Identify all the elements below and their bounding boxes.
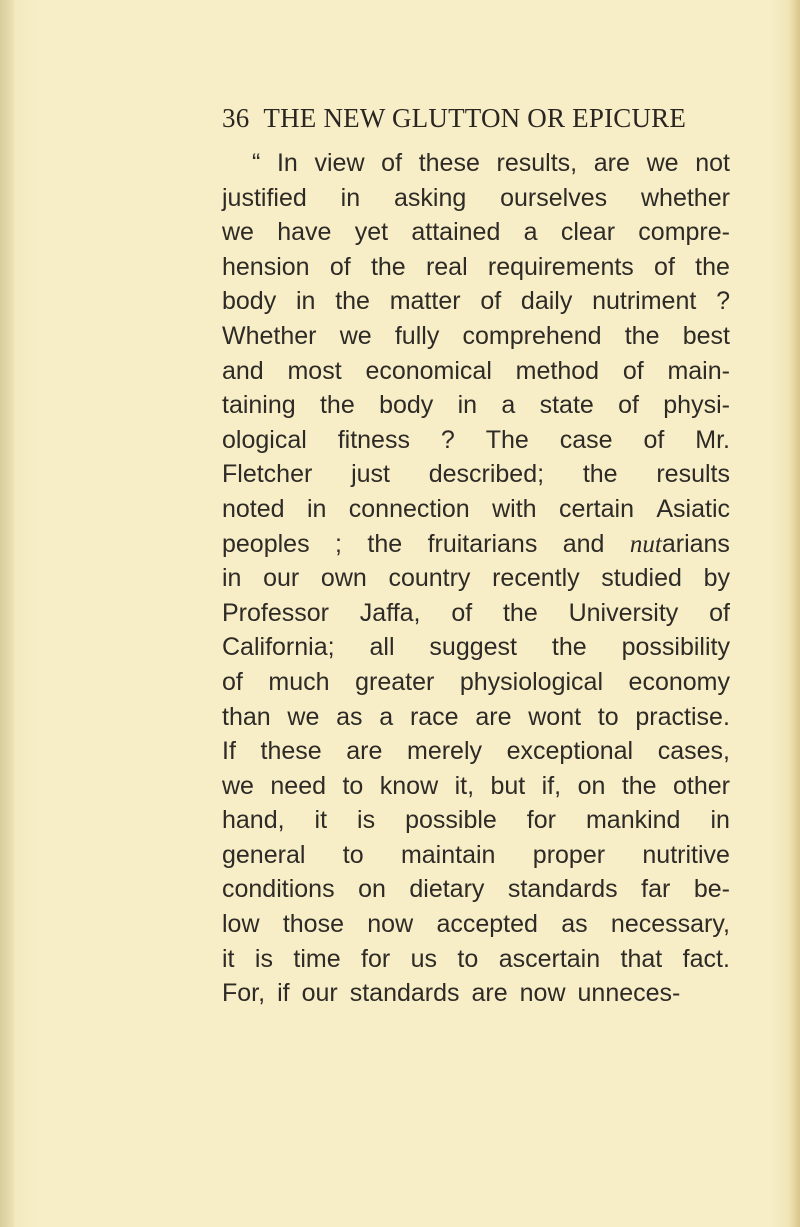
word: be- [693,875,730,904]
word: nutriment [592,287,697,316]
word: in [710,806,730,835]
word: if, [541,771,562,800]
word: with [492,494,537,523]
word: we [339,321,372,350]
word: most [287,356,342,385]
word: of [709,598,730,627]
running-title: THE NEW GLUTTON OR EPICURE [263,103,687,133]
word: requirements [487,252,634,281]
word: own [320,564,367,593]
word: nutritive [642,840,730,869]
word: on [358,875,386,904]
text-line [222,284,730,319]
word: us [410,944,438,973]
word: as [561,910,588,939]
running-head [222,103,742,134]
word: is [357,806,376,835]
text-line [222,838,730,873]
word: “ [252,149,261,177]
word: possibility [621,633,730,662]
word: but [490,771,526,800]
word: the [624,321,660,350]
word: is [254,944,273,973]
text-line [222,181,730,216]
word: the [621,771,657,800]
word: cases, [657,737,730,766]
word: the [367,529,403,558]
word: now [519,979,566,1008]
word: mankind [585,806,681,835]
word: a [523,218,538,247]
text-line [222,215,730,250]
word: taining [222,391,296,420]
word: California; [222,633,335,662]
text-line [222,942,730,977]
word: the [319,391,355,420]
word: fully [394,321,440,350]
word: body [379,391,434,420]
word: results, [496,149,578,177]
word: comprehend [462,321,602,350]
word: Jaffa, [359,598,421,627]
word: have [277,218,332,247]
word: are [346,737,383,766]
text-line [222,700,730,735]
word: real [425,252,468,281]
word: In [276,149,298,177]
word: ? [440,425,455,454]
word: clear [560,218,616,247]
word: maintain [400,840,496,869]
word: the [370,252,406,281]
word: If [222,737,236,766]
word: dietary [409,875,485,904]
word: certain [558,494,634,523]
word: we [287,702,320,731]
word: the [582,460,618,489]
word: wont [528,702,582,731]
word: time [293,944,341,973]
word: fact. [682,944,730,973]
word: by [703,564,730,593]
word: we [222,771,254,800]
word: whether [641,183,730,212]
word: now [367,910,414,939]
word: for [526,806,556,835]
word: if [277,979,290,1008]
text-line [222,492,730,527]
word: greater [355,667,435,696]
word: peoples [222,529,310,558]
word: of [480,287,502,316]
word: just [351,460,390,489]
word: matter [389,287,461,316]
text-line [222,630,730,665]
text-line [222,354,730,389]
word: all [369,633,395,662]
word: fruitarians [427,529,538,558]
word: studied [601,564,682,593]
word: in [295,287,316,316]
word: in [306,494,327,523]
word: for [361,944,391,973]
text-line [222,146,730,181]
text-line [222,769,730,804]
word: it, [454,771,475,800]
text-line [222,527,730,562]
text-line [222,907,730,942]
word: The [485,425,529,454]
word: to [342,771,364,800]
word: as [336,702,363,731]
word: the [695,252,730,281]
text-line [222,423,730,458]
word: our [301,979,338,1008]
word: the [551,633,587,662]
word: Whether [222,321,317,350]
word: practise. [635,702,730,731]
word: of [654,252,675,281]
word: necessary, [610,910,730,939]
word: economy [628,667,730,696]
word: of [643,425,665,454]
word: daily [520,287,573,316]
page-edge-shadow [790,0,800,1227]
text-line [222,665,730,700]
word: are [593,149,630,177]
word: are [475,702,512,731]
word: physi- [663,391,730,420]
word: best [682,321,730,350]
word: Fletcher [222,460,313,489]
word: we [222,218,254,247]
word: of [329,252,351,281]
word: a [379,702,394,731]
word: standards [507,875,618,904]
word: it [222,944,235,973]
word: noted [222,494,285,523]
word: ; [335,529,342,558]
word: hand, [222,806,285,835]
text-line [222,250,730,285]
word: ascertain [498,944,601,973]
word: main- [667,356,730,385]
word: country [388,564,471,593]
word: accepted [436,910,538,939]
italic-fragment: nut [629,530,662,558]
word: body [222,287,277,316]
word: general [222,840,306,869]
word: conditions [222,875,335,904]
word: standards [349,979,460,1008]
word: to [457,944,479,973]
text-line [222,388,730,423]
word: of [451,598,473,627]
word: nutarians [629,529,730,558]
word: of [381,149,403,177]
word: economical [365,356,492,385]
word: race [409,702,459,731]
text-line [222,319,730,354]
word: these [418,149,480,177]
word: that [620,944,663,973]
word: those [282,910,344,939]
word: ological [222,425,307,454]
page-gutter-shadow [0,0,14,1227]
word: view [314,149,365,177]
word: not [695,149,730,177]
word: other [673,771,730,800]
word: recently [492,564,580,593]
word: need [270,771,327,800]
word: Asiatic [656,494,730,523]
page-number: 36 [222,103,250,133]
word: fitness [337,425,410,454]
word: suggest [429,633,517,662]
word: method [515,356,600,385]
word: proper [532,840,606,869]
word: merely [407,737,483,766]
text-line [222,457,730,492]
word: exceptional [506,737,634,766]
word: to [342,840,364,869]
word: know [379,771,439,800]
word: For, [222,979,266,1008]
word: a [501,391,516,420]
word: in [222,564,242,593]
body-text [222,146,730,1011]
word: ourselves [500,183,608,212]
word: state [539,391,594,420]
word: hension [222,252,310,281]
text-line [222,872,730,907]
word: University [568,598,679,627]
word: connection [348,494,470,523]
word: in [457,391,478,420]
text-line [222,734,730,769]
word: ? [716,287,730,316]
word: possible [405,806,497,835]
word: of [622,356,644,385]
word: physiological [459,667,603,696]
word: to [597,702,619,731]
word: yet [354,218,389,247]
word: on [577,771,606,800]
word: these [260,737,322,766]
word: and [222,356,264,385]
word: much [268,667,330,696]
word: our [263,564,300,593]
word: results [656,460,730,489]
word: of [222,667,243,696]
word: described; [428,460,545,489]
word: and [562,529,605,558]
word: attained [411,218,501,247]
text-line [222,561,730,596]
word: Mr. [695,425,730,454]
word: Professor [222,598,329,627]
text-line [222,596,730,631]
word: unneces- [577,979,681,1008]
word: low [222,910,260,939]
word: far [641,875,671,904]
word: compre- [638,218,730,247]
word: it [314,806,328,835]
word: the [502,598,538,627]
word: justified [222,183,307,212]
word: are [471,979,508,1008]
word: in [340,183,361,212]
word: we [646,149,679,177]
word: case [559,425,613,454]
word: asking [393,183,467,212]
text-line [222,803,730,838]
text-line [222,976,730,1011]
word: the [335,287,370,316]
word: of [618,391,639,420]
word: than [222,702,271,731]
